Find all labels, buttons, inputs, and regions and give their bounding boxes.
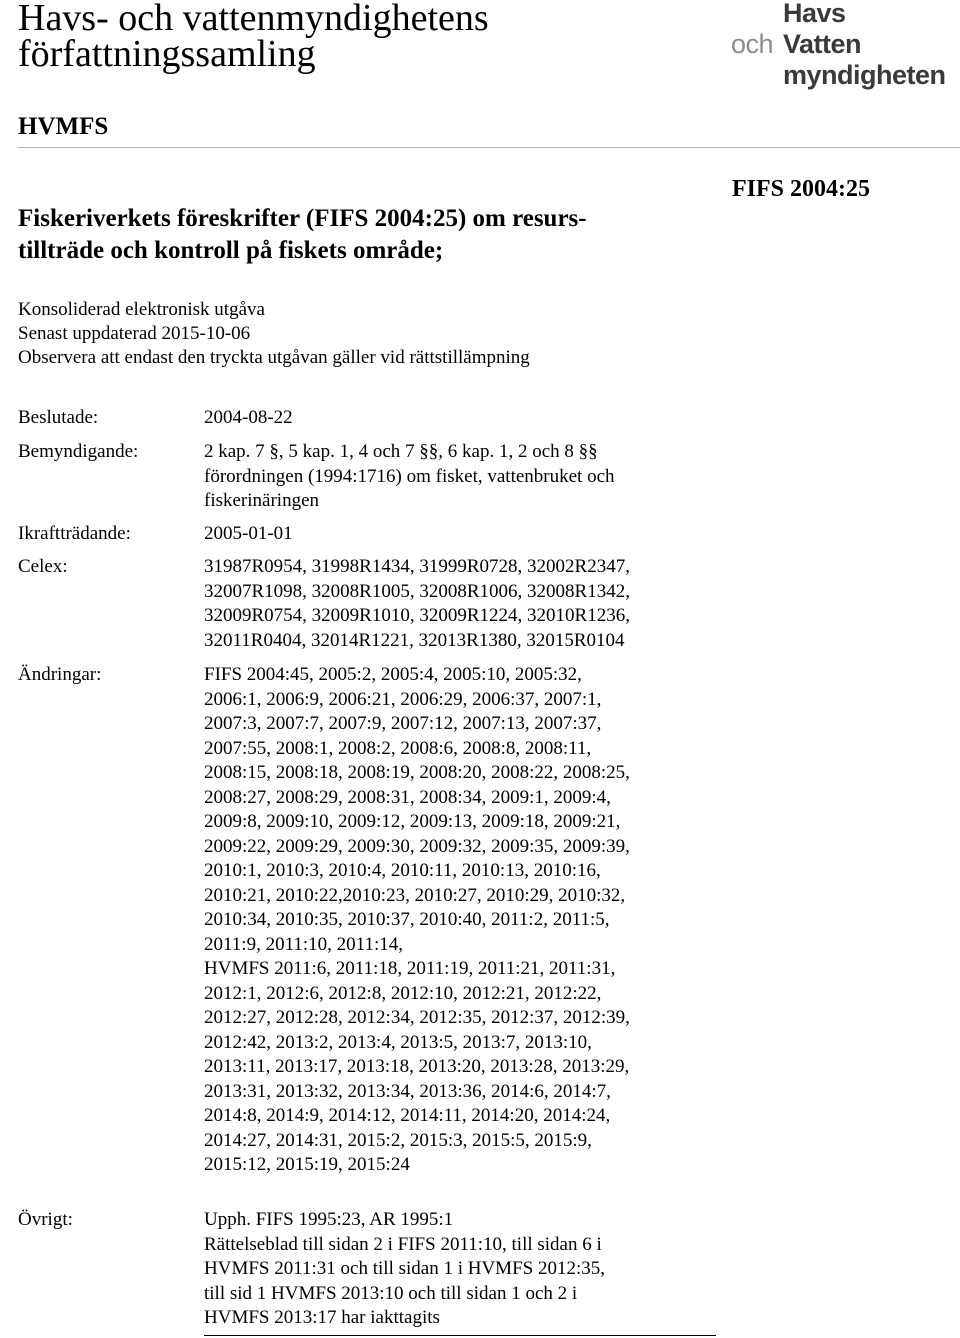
andringar-line: HVMFS 2011:6, 2011:18, 2011:19, 2011:21, 2011:31,	[204, 958, 616, 979]
ovrigt-line: HVMFS 2013:17 har iakttagits	[204, 1307, 440, 1328]
series-label: HVMFS	[18, 113, 109, 140]
edition-note: Senast uppdaterad 2015-10-06	[18, 323, 251, 344]
ovrigt-label: Övrigt:	[18, 1209, 73, 1230]
bemyndigande-line: 2 kap. 7 §, 5 kap. 1, 4 och 7 §§, 6 kap. 1, 2 och 8 §§	[204, 441, 598, 462]
ovrigt-line: Rättelseblad till sidan 2 i FIFS 2011:10, till sidan 6 i	[204, 1233, 602, 1255]
document-number: FIFS 2004:25	[732, 176, 870, 202]
celex-value	[204, 555, 700, 653]
ovrigt-value	[204, 1208, 700, 1331]
celex-line: 31987R0954, 31998R1434, 31999R0728, 32002R2347,	[204, 556, 630, 577]
publication-title: Havs- och vattenmyndighetens författningssamling	[18, 0, 489, 75]
andringar-line: 2011:9, 2011:10, 2011:14,	[204, 933, 403, 955]
ikrafttradande-value: 2005-01-01	[204, 523, 293, 544]
celex-line: 32007R1098, 32008R1005, 32008R1006, 32008R1342,	[204, 580, 630, 602]
andringar-line: 2013:11, 2013:17, 2013:18, 2013:20, 2013:28, 2013:29,	[204, 1056, 630, 1077]
andringar-line: 2007:3, 2007:7, 2007:9, 2007:12, 2007:13, 2007:37,	[204, 713, 602, 734]
header-divider	[18, 147, 960, 148]
footer-divider	[204, 1335, 716, 1336]
andringar-line: 2015:12, 2015:19, 2015:24	[204, 1154, 410, 1175]
andringar-line: 2006:1, 2006:9, 2006:21, 2006:29, 2006:37, 2007:1,	[204, 688, 602, 710]
edition-note: Observera att endast den tryckta utgåvan gäller vid rättstillämpning	[18, 347, 530, 368]
edition-notes	[18, 298, 530, 370]
andringar-line: 2010:34, 2010:35, 2010:37, 2010:40, 2011:2, 2011:5,	[204, 909, 610, 930]
bemyndigande-line: förordningen (1994:1716) om fisket, vattenbruket och	[204, 465, 615, 487]
andringar-label: Ändringar:	[18, 664, 102, 685]
edition-note: Konsoliderad elektronisk utgåva	[18, 299, 265, 320]
beslutade-label: Beslutade:	[18, 407, 99, 428]
andringar-line: 2013:31, 2013:32, 2013:34, 2013:36, 2014:6, 2014:7,	[204, 1080, 611, 1102]
ikrafttradande-label: Ikraftträdande:	[18, 523, 131, 544]
bemyndigande-label: Bemyndigande:	[18, 441, 139, 462]
celex-line: 32009R0754, 32009R1010, 32009R1224, 32010R1236,	[204, 605, 630, 626]
beslutade-value: 2004-08-22	[204, 407, 293, 428]
ovrigt-line: Upph. FIFS 1995:23, AR 1995:1	[204, 1209, 454, 1230]
celex-line: 32011R0404, 32014R1221, 32013R1380, 32015R0104	[204, 629, 625, 651]
andringar-line: 2012:1, 2012:6, 2012:8, 2012:10, 2012:21, 2012:22,	[204, 982, 602, 1004]
celex-label: Celex:	[18, 556, 68, 577]
andringar-line: 2014:8, 2014:9, 2014:12, 2014:11, 2014:20, 2014:24,	[204, 1105, 611, 1126]
logo-word-vatten: Vatten	[783, 29, 862, 59]
document-title: Fiskeriverkets föreskrifter (FIFS 2004:25) om resurs- tillträde och kontroll på fiskets område;	[18, 205, 587, 264]
andringar-line: FIFS 2004:45, 2005:2, 2005:4, 2005:10, 2005:32,	[204, 664, 582, 685]
andringar-value	[204, 663, 700, 1178]
bemyndigande-line: fiskerinäringen	[204, 490, 320, 511]
ovrigt-line: till sid 1 HVMFS 2013:10 och till sidan 1 och 2 i	[204, 1282, 578, 1304]
logo-word-havs: Havs	[783, 0, 846, 28]
andringar-line: 2009:22, 2009:29, 2009:30, 2009:32, 2009:35, 2009:39,	[204, 835, 630, 857]
bemyndigande-value	[204, 440, 700, 514]
ovrigt-line: HVMFS 2011:31 och till sidan 1 i HVMFS 2012:35,	[204, 1258, 605, 1279]
logo-word-myndigheten: myndigheten	[783, 60, 946, 90]
andringar-line: 2009:8, 2009:10, 2009:12, 2009:13, 2009:18, 2009:21,	[204, 811, 621, 832]
andringar-line: 2008:27, 2008:29, 2008:31, 2008:34, 2009:1, 2009:4,	[204, 786, 611, 808]
andringar-line: 2014:27, 2014:31, 2015:2, 2015:3, 2015:5, 2015:9,	[204, 1129, 592, 1151]
andringar-line: 2010:1, 2010:3, 2010:4, 2010:11, 2010:13, 2010:16,	[204, 860, 601, 881]
havs-och-vatten-logo	[731, 0, 956, 92]
andringar-line: 2012:27, 2012:28, 2012:34, 2012:35, 2012:37, 2012:39,	[204, 1007, 630, 1028]
andringar-line: 2007:55, 2008:1, 2008:2, 2008:6, 2008:8, 2008:11,	[204, 737, 592, 759]
logo-word-och: och	[731, 29, 774, 59]
andringar-line: 2008:15, 2008:18, 2008:19, 2008:20, 2008:22, 2008:25,	[204, 762, 630, 783]
andringar-line: 2012:42, 2013:2, 2013:4, 2013:5, 2013:7, 2013:10,	[204, 1031, 592, 1053]
andringar-line: 2010:21, 2010:22,2010:23, 2010:27, 2010:29, 2010:32,	[204, 884, 626, 906]
